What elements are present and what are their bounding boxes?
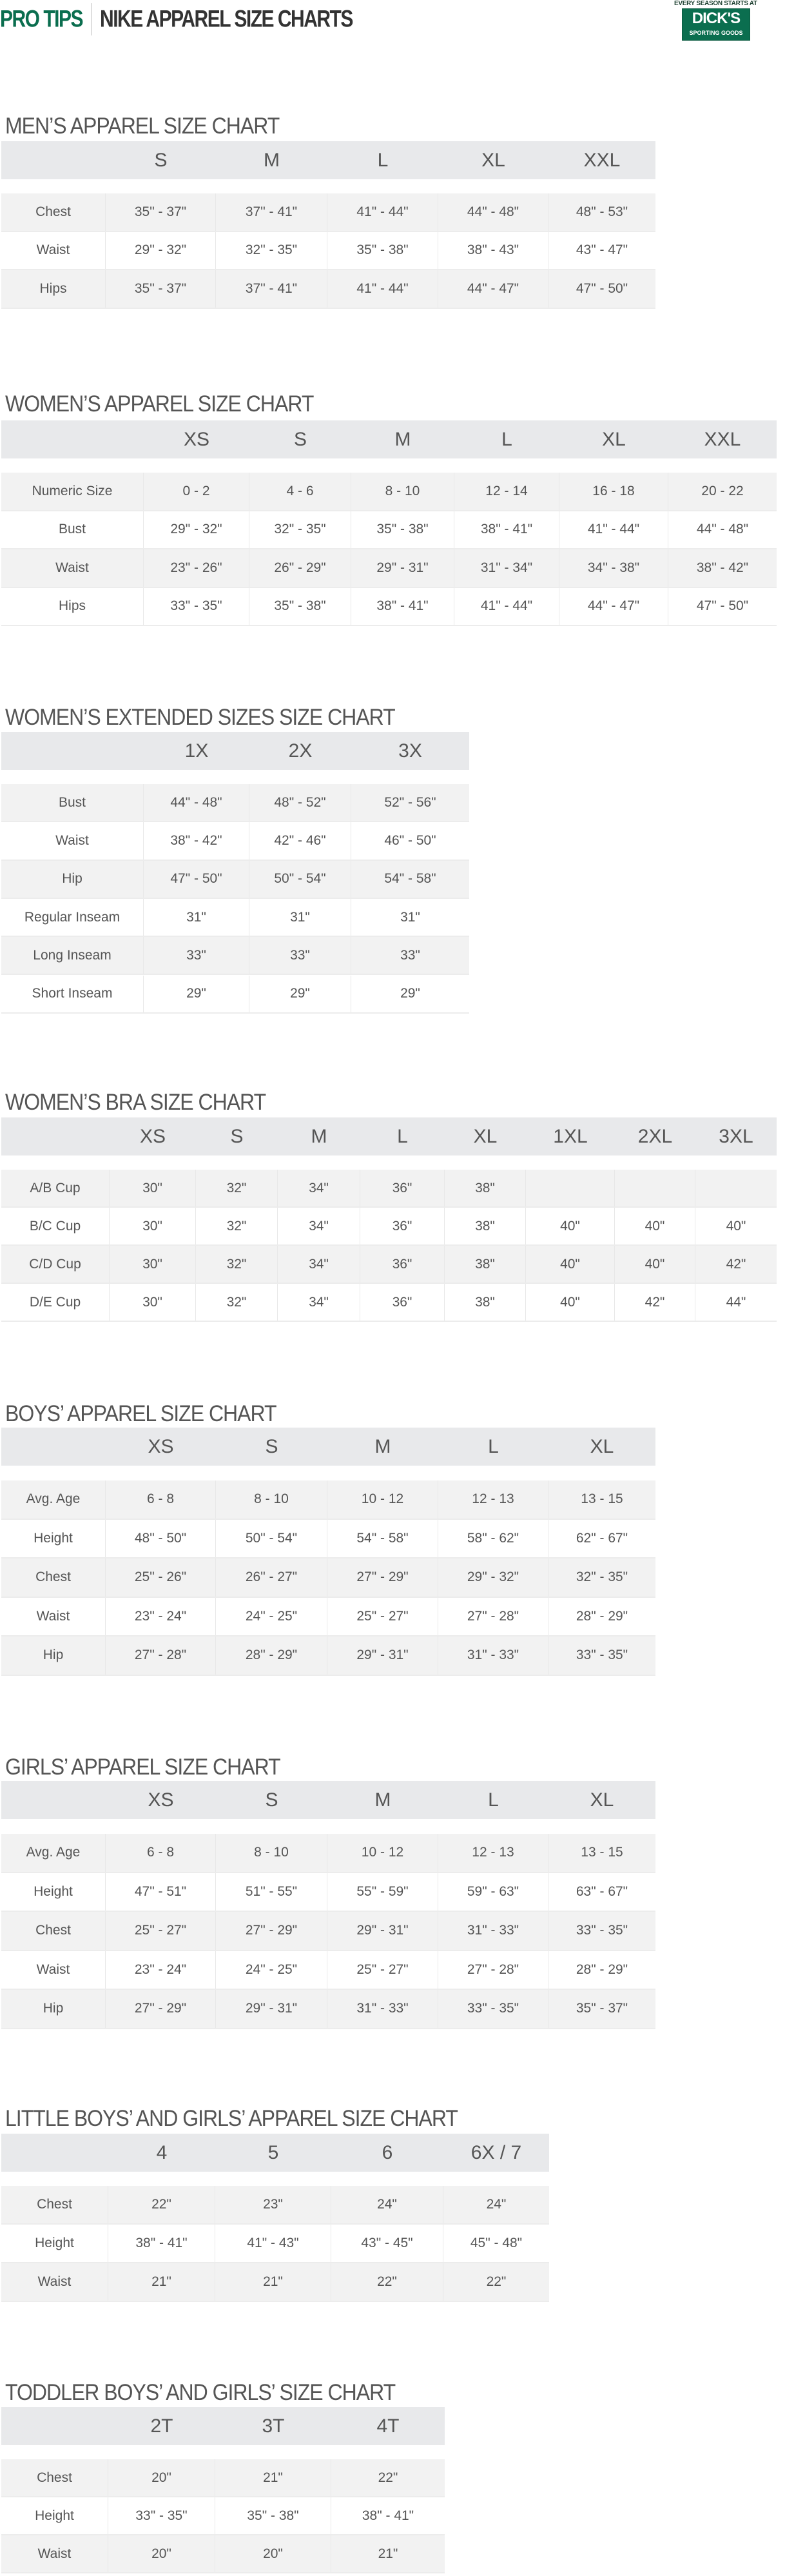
table-cell: 29" [400,986,420,1001]
logo-name: DICK'S [692,10,741,27]
table-cell: 27" - 28" [106,1637,216,1675]
table-cell: 40" [615,1208,695,1244]
table-cell: 31" - 34" [454,549,559,587]
table-cell: 28" - 29" [216,1637,327,1675]
table-cell: 25" - 27" [106,1912,216,1950]
table-cell: 40" [726,1218,746,1234]
table-row [1,899,469,937]
row-label: Height [1,2225,108,2262]
table-cell: 38" - 41" [454,511,559,549]
table-cell: 34" [278,1170,360,1206]
table-cell: 31" - 33" [327,1990,438,2028]
table-cell: 32" [196,1170,278,1206]
row-label: Waist [1,1598,106,1636]
table-header-row [1,2134,549,2172]
table-cell: 47" - 50" [576,280,628,296]
table-cell: 23" - 24" [106,1598,216,1636]
table-cell: 36" [360,1208,445,1244]
table-cell: 42" [615,1284,695,1321]
row-label: Avg. Age [1,1834,106,1872]
table-cell: 25" - 26" [106,1558,216,1597]
table-cell: 22" [331,2263,443,2301]
table-cell: 31" - 33" [438,1637,548,1675]
table-cell: 41" - 44" [327,270,438,308]
table-cell: 20" [215,2535,331,2572]
table-row [1,976,469,1014]
table-cell: 23" [215,2186,331,2223]
row-label: Bust [1,784,144,821]
table-cell: 6 - 8 [106,1480,216,1519]
table-header-row [1,1428,655,1466]
table-row [1,1990,655,2029]
chart-title: TODDLER BOYS’ AND GIRLS’ SIZE CHART [5,2379,396,2405]
table-cell: 29" - 31" [327,1912,438,1950]
table-cell: 34" [278,1284,360,1321]
table-cell: 42" [726,1256,746,1272]
chart-title: WOMEN’S APPAREL SIZE CHART [5,391,314,417]
table-cell: 29" [144,976,249,1012]
table-cell: 21" [215,2459,331,2496]
table-cell: 38" [445,1208,526,1244]
table-cell: 54" - 58" [384,871,436,887]
table-cell: 44" - 48" [144,784,249,821]
logo-tagline: EVERY SEASON STARTS AT [674,0,757,7]
column-header-size: 6X / 7 [470,2141,522,2163]
table-cell: 38" - 42" [696,560,749,575]
table-cell: 6 - 8 [106,1834,216,1872]
column-header-size: XS [148,1789,174,1811]
table-cell: 30" [110,1246,196,1283]
table-row [1,1246,777,1284]
table-cell: 29" - 32" [106,232,216,270]
table-header-row [1,1781,655,1819]
table-row [1,270,655,309]
table-row [1,784,469,822]
row-label: Height [1,1873,106,1911]
table-cell: 21" [215,2263,331,2301]
column-header-size: L [488,1435,499,1457]
table-cell: 47" - 50" [144,861,249,898]
row-label: C/D Cup [1,1246,110,1283]
table-cell: 27" - 29" [327,1558,438,1597]
table-cell: 26" - 27" [216,1558,327,1597]
table-cell: 26" - 29" [249,549,351,587]
table-cell: 29" - 31" [216,1990,327,2028]
row-label: Waist [1,549,144,587]
row-label: Chest [1,2186,108,2223]
chart-title: WOMEN’S BRA SIZE CHART [5,1089,266,1115]
table-cell: 33" [144,937,249,974]
table-cell: 43" - 45" [331,2225,443,2262]
table-cell: 27" - 29" [106,1990,216,2028]
column-header-size: S [230,1125,244,1147]
table-row [1,549,777,588]
column-header-size: L [501,428,512,450]
column-header-size: 4T [376,2415,400,2437]
column-header-size: XL [481,149,505,171]
table-cell: 38" - 41" [362,2508,414,2523]
table-cell: 35" - 38" [249,588,351,625]
row-label: Hips [1,588,144,625]
row-label: Chest [1,1558,106,1597]
table-cell: 21" [378,2546,398,2561]
row-label: Waist [1,2535,108,2572]
table-cell: 35" - 38" [351,511,454,549]
table-cell: 31" - 33" [438,1912,548,1950]
table-cell: 33" [249,937,351,974]
table-cell: 48" - 52" [249,784,351,821]
table-cell: 37" - 41" [216,270,327,308]
row-label: Hip [1,1637,106,1675]
table-cell: 47" - 50" [696,598,749,614]
pro-tips-brand[interactable]: PRO TIPS [0,5,83,32]
column-header-size: XL [602,428,626,450]
table-cell: 12 - 14 [454,473,559,510]
column-header-size: XL [473,1125,498,1147]
row-label: Waist [1,822,144,859]
table-cell: 30" [110,1284,196,1321]
column-header-size: XL [590,1789,614,1811]
table-cell: 47" - 51" [106,1873,216,1911]
table-cell: 38" [445,1170,526,1206]
table-cell: 23" - 26" [144,549,249,587]
table-cell: 41" - 43" [215,2225,331,2262]
table-cell: 40" [615,1246,695,1283]
page-header [0,5,353,34]
table-cell: 30" [110,1170,196,1206]
table-cell: 32" - 35" [216,232,327,270]
table-row [1,1520,655,1559]
table-cell: 41" - 44" [327,193,438,231]
table-cell: 30" [110,1208,196,1244]
table-row [1,1208,777,1246]
table-cell: 31" [249,899,351,936]
row-label: D/E Cup [1,1284,110,1321]
table-cell: 52" - 56" [384,794,436,810]
table-cell: 44" - 48" [696,522,749,537]
table-cell: 40" [526,1246,615,1283]
table-cell: 28" - 29" [576,1608,628,1624]
table-cell: 58" - 62" [438,1520,548,1558]
column-header-size: M [264,149,280,171]
table-cell [695,1170,777,1206]
row-label: Chest [1,193,106,231]
logo-subtitle: SPORTING GOODS [689,30,743,36]
table-cell: 36" [360,1170,445,1206]
table-cell: 34" [278,1208,360,1244]
table-cell: 34" - 38" [559,549,668,587]
chart-title: MEN’S APPAREL SIZE CHART [5,113,280,139]
table-cell: 20" [108,2535,215,2572]
table-cell: 41" - 44" [454,588,559,625]
table-cell: 55" - 59" [327,1873,438,1911]
table-cell: 29" - 32" [144,511,249,549]
table-row [1,1873,655,1912]
table-cell: 22" [378,2470,398,2485]
table-cell: 38" - 41" [351,588,454,625]
table-cell: 35" - 37" [576,2001,628,2016]
column-header-size: 5 [267,2141,279,2163]
table-cell: 50" - 54" [249,861,351,898]
table-cell: 38" [445,1284,526,1321]
table-cell: 33" [400,947,420,963]
table-cell: 27" - 28" [438,1598,548,1636]
table-header-row [1,141,655,179]
table-cell: 28" - 29" [576,1961,628,1977]
chart-title: GIRLS’ APPAREL SIZE CHART [5,1754,280,1780]
table-cell: 32" [196,1246,278,1283]
table-cell: 63" - 67" [576,1883,628,1899]
table-row [1,1834,655,1873]
table-cell: 38" - 41" [108,2225,215,2262]
table-cell: 40" [526,1284,615,1321]
column-header-size: 2T [150,2415,173,2437]
table-cell: 16 - 18 [559,473,668,510]
column-header-size: M [394,428,411,450]
dicks-sporting-goods-logo[interactable] [674,0,757,41]
row-label: Avg. Age [1,1480,106,1519]
table-cell: 29" - 31" [351,549,454,587]
table-cell: 27" - 28" [438,1951,548,1989]
table-cell: 10 - 12 [327,1480,438,1519]
row-label: Regular Inseam [1,899,144,936]
table-cell: 20" [108,2459,215,2496]
table-cell: 33" - 35" [438,1990,548,2028]
column-header-size: 3XL [719,1125,753,1147]
column-header-size: M [374,1435,391,1457]
column-header-size: XL [590,1435,614,1457]
table-cell: 44" - 48" [438,193,548,231]
table-row [1,2497,445,2535]
column-header-size: 1XL [553,1125,588,1147]
table-header-row [1,2407,445,2445]
table-cell: 38" - 43" [438,232,548,270]
table-cell: 32" - 35" [249,511,351,549]
table-row [1,1637,655,1676]
table-cell: 51" - 55" [216,1873,327,1911]
column-header-size: M [374,1789,391,1811]
table-cell [615,1170,695,1206]
table-cell: 13 - 15 [581,1491,623,1507]
column-header-size: XXL [583,149,621,171]
table-cell: 21" [108,2263,215,2301]
row-label: Hip [1,861,144,898]
table-cell: 12 - 13 [438,1480,548,1519]
table-cell: 42" - 46" [249,822,351,859]
table-row [1,2535,445,2573]
column-header-size: 4 [156,2141,168,2163]
table-cell: 38" [445,1246,526,1283]
row-label: Chest [1,2459,108,2496]
table-cell: 23" - 24" [106,1951,216,1989]
table-cell: 13 - 15 [581,1845,623,1860]
row-label: Chest [1,1912,106,1950]
column-header-size: S [154,149,168,171]
table-header-row [1,420,777,458]
table-row [1,588,777,627]
table-row [1,2459,445,2497]
table-cell: 8 - 10 [216,1834,327,1872]
table-cell: 41" - 44" [559,511,668,549]
column-header-size: S [293,428,307,450]
table-cell: 31" [144,899,249,936]
row-label: B/C Cup [1,1208,110,1244]
table-cell: 33" - 35" [576,1923,628,1938]
table-cell: 44" [726,1294,746,1310]
table-cell: 43" - 47" [576,242,628,258]
table-cell: 4 - 6 [249,473,351,510]
table-cell: 46" - 50" [384,832,436,848]
row-label: Bust [1,511,144,549]
table-cell: 44" - 47" [438,270,548,308]
table-cell: 54" - 58" [327,1520,438,1558]
column-header-size: 2XL [637,1125,673,1147]
column-header-size: S [265,1435,278,1457]
table-cell: 29" - 31" [327,1637,438,1675]
table-row [1,1558,655,1598]
column-header-size: L [488,1789,499,1811]
table-cell: 25" - 27" [327,1598,438,1636]
table-cell: 0 - 2 [144,473,249,510]
table-cell: 35" - 38" [215,2497,331,2534]
table-row [1,193,655,232]
table-row [1,1951,655,1991]
table-row [1,232,655,271]
table-cell: 22" [486,2274,507,2289]
table-cell: 48" - 53" [576,204,628,219]
table-cell: 33" - 35" [108,2497,215,2534]
table-cell: 29" - 32" [438,1558,548,1597]
column-header-size: 3T [262,2415,285,2437]
table-cell: 36" [360,1284,445,1321]
table-cell: 45" - 48" [470,2236,523,2250]
row-label: Hips [1,270,106,308]
table-row [1,2225,549,2263]
table-header-row [1,732,469,770]
table-cell: 24" [486,2197,507,2212]
page-title: NIKE APPAREL SIZE CHARTS [100,5,353,32]
row-label: Long Inseam [1,937,144,974]
table-row [1,861,469,899]
row-label: Height [1,1520,106,1558]
table-row [1,1598,655,1637]
table-cell: 22" [108,2186,215,2223]
table-cell: 44" - 47" [559,588,668,625]
row-label: Waist [1,232,106,270]
table-cell: 20 - 22 [701,483,744,498]
table-cell: 24" - 25" [216,1598,327,1636]
row-label: Waist [1,2263,108,2301]
table-row [1,1480,655,1520]
table-row [1,511,777,550]
table-cell: 32" - 35" [576,1569,628,1585]
row-label: Short Inseam [1,976,144,1012]
table-cell: 8 - 10 [216,1480,327,1519]
column-header-size: 2X [288,740,313,762]
table-row [1,1284,777,1322]
column-header-size: S [265,1789,278,1811]
table-row [1,1912,655,1951]
row-label: Hip [1,1990,106,2028]
table-row [1,2186,549,2225]
column-header-size: 3X [398,740,422,762]
table-row [1,822,469,860]
column-header-size: L [377,149,389,171]
table-cell: 35" - 38" [327,232,438,270]
table-cell: 50" - 54" [216,1520,327,1558]
table-cell: 8 - 10 [351,473,454,510]
table-header-row [1,1117,777,1155]
column-header-size: XS [148,1435,174,1457]
table-cell: 36" [360,1246,445,1283]
column-header-size: XXL [704,428,741,450]
column-header-size: L [397,1125,408,1147]
column-header-size: M [311,1125,327,1147]
table-cell: 25" - 27" [327,1951,438,1989]
table-cell: 40" [526,1208,615,1244]
table-cell: 24" - 25" [216,1951,327,1989]
chart-title: LITTLE BOYS’ AND GIRLS’ APPAREL SIZE CHART [5,2105,458,2131]
row-label: Height [1,2497,108,2534]
column-header-size: XS [139,1125,166,1147]
table-cell: 37" - 41" [216,193,327,231]
table-cell [526,1170,615,1206]
row-label: Numeric Size [1,473,144,510]
table-cell: 32" [196,1208,278,1244]
table-cell: 34" [278,1246,360,1283]
column-header-size: 1X [184,740,209,762]
table-cell: 38" - 42" [144,822,249,859]
table-cell: 12 - 13 [438,1834,548,1872]
table-row [1,2263,549,2302]
table-cell: 10 - 12 [327,1834,438,1872]
logo-box [682,8,750,41]
table-cell: 31" [400,909,420,925]
table-cell: 29" [249,976,351,1012]
column-header-size: XS [183,428,210,450]
table-cell: 24" [331,2186,443,2223]
table-row [1,1170,777,1208]
table-cell: 35" - 37" [106,193,216,231]
table-cell: 59" - 63" [438,1873,548,1911]
chart-title: WOMEN’S EXTENDED SIZES SIZE CHART [5,704,395,730]
column-header-size: 6 [382,2141,393,2163]
table-row [1,937,469,975]
table-cell: 35" - 37" [106,270,216,308]
chart-title: BOYS’ APPAREL SIZE CHART [5,1401,276,1426]
table-cell: 27" - 29" [216,1912,327,1950]
row-label: Waist [1,1951,106,1989]
table-cell: 62" - 67" [576,1530,628,1546]
table-cell: 32" [196,1284,278,1321]
table-cell: 33" - 35" [144,588,249,625]
table-cell: 33" - 35" [576,1647,628,1663]
table-row [1,473,777,511]
table-cell: 48" - 50" [106,1520,216,1558]
row-label: A/B Cup [1,1170,110,1206]
